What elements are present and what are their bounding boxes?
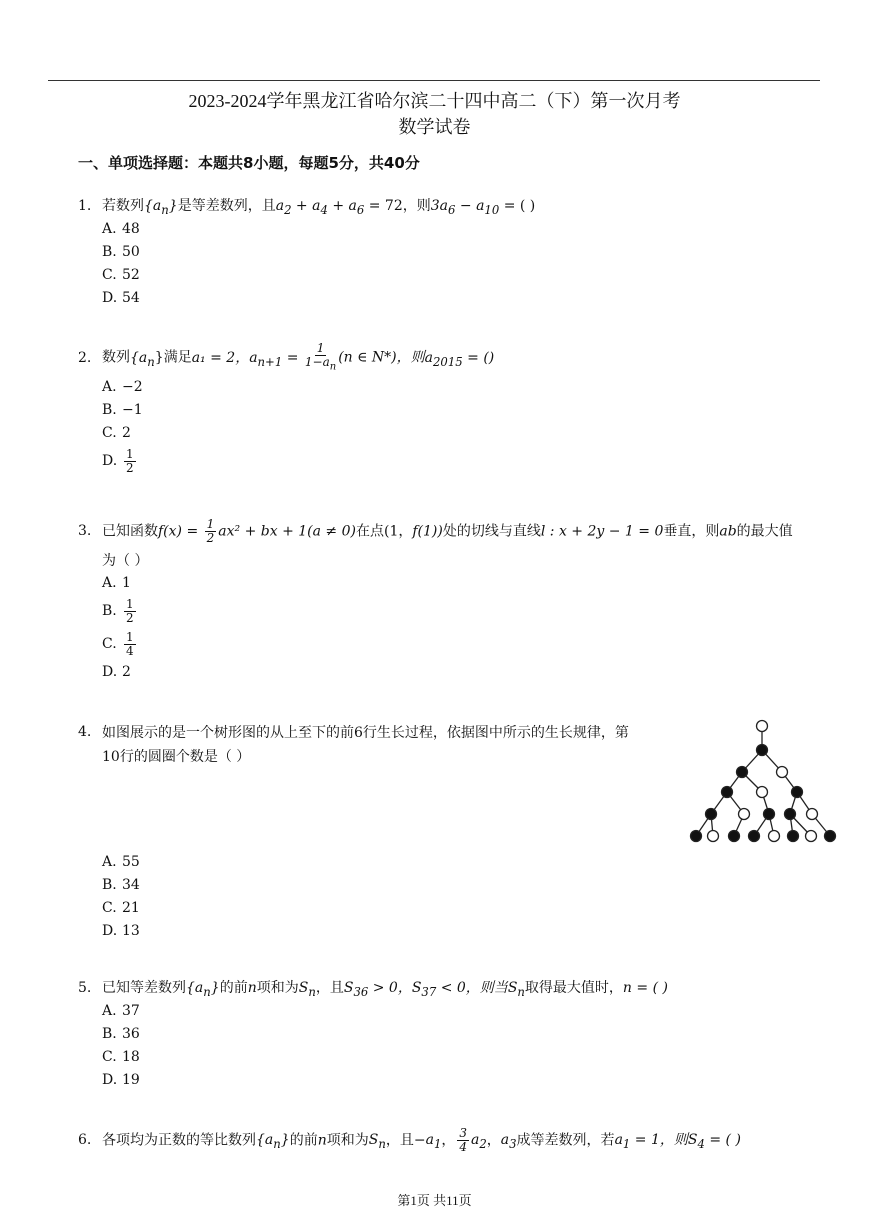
tree-node [806,831,817,842]
question-4-options [78,851,848,943]
option-b[interactable]: B. $\frac{1}{2}$ [102,596,134,625]
question-stem: 已知等差数列$\{a_n\}$的前n项和为$S_n$，且$S_{36} > 0$，$S_{37} < 0$，则当$S_n$取得最大值时，n = ( ) [102,980,668,999]
option-c[interactable]: C. 2 [102,425,131,441]
header-rule [48,80,820,81]
option-d[interactable]: D. 13 [102,923,140,939]
option-list [102,572,848,684]
option-a[interactable]: A. −2 [102,379,143,395]
question-2 [78,340,848,477]
question-5 [78,976,848,1092]
question-number: 5. [78,980,92,996]
option-d[interactable]: D. 54 [102,290,140,306]
tree-node [691,831,702,842]
question-stem-continued: 10行的圆圈个数是（ ） [102,749,251,765]
question-number: 2. [78,350,92,366]
option-c[interactable]: C. $\frac{1}{4}$ [102,629,134,658]
option-a[interactable]: A. 48 [102,221,140,237]
tree-node [764,809,775,820]
question-3 [78,514,848,684]
page-footer: 第1页 共11页 [397,1193,472,1208]
option-b[interactable]: B. 36 [102,1026,140,1042]
tree-node [706,809,717,820]
tree-node [792,787,803,798]
option-d[interactable]: D. 19 [102,1072,140,1088]
title-line-1: 2023-2024学年黑龙江省哈尔滨二十四中高二（下）第一次月考 [188,91,681,111]
question-6 [78,1122,848,1158]
question-number: 1. [78,198,92,214]
question-stem: 数列$\{a_n\}$满足a₁ = 2，$a_{n+1}$ = $\frac{1}{1-a_n}$ (n ∈ N*)，则$a_{2015}$ = () [102,341,495,373]
option-a[interactable]: A. 55 [102,854,140,870]
option-c[interactable]: C. 21 [102,900,140,916]
title-line-2: 数学试卷 [398,117,471,137]
option-list [102,851,848,943]
question-number: 4. [78,724,92,740]
tree-node [757,745,768,756]
tree-diagram [686,716,840,846]
question-stem: 各项均为正数的等比数列$\{a_n\}$的前n项和为$S_n$，且$-a_1$， $\frac{3}{4}$ $a_2$，$a_3$成等差数列，若$a_1 = 1$，则$S_4$ = ( ) [102,1125,741,1154]
tree-node [729,831,740,842]
tree-node [769,831,780,842]
section-heading: 一、单项选择题：本题共8小题，每题5分，共40分 [78,154,420,172]
tree-node [757,787,768,798]
tree-node [739,809,750,820]
option-list [102,376,848,477]
option-list [102,218,848,310]
option-d[interactable]: D. 2 [102,664,131,680]
option-list [102,1000,848,1092]
option-a[interactable]: A. 1 [102,575,131,591]
tree-node [807,809,818,820]
option-c[interactable]: C. 18 [102,1049,140,1065]
question-number: 6. [78,1132,92,1148]
option-b[interactable]: B. 34 [102,877,140,893]
question-stem: 若数列$\{a_n\}$是等差数列，且$a_2 + a_4 + a_6 = 72$，则$3a_6 - a_{10}$ = ( ) [102,198,536,217]
question-stem-continued: 为（ ） [102,553,149,569]
fraction: $\frac{1}{1-a_n}$ [304,341,337,373]
option-a[interactable]: A. 37 [102,1003,140,1019]
tree-node [737,767,748,778]
fraction: $\frac{3}{4}$ [459,1125,467,1154]
tree-node [757,721,768,732]
tree-node [749,831,760,842]
option-c[interactable]: C. 52 [102,267,140,283]
question-4 [78,720,678,768]
tree-node [825,831,836,842]
option-d[interactable]: D. $\frac{1}{2}$ [102,446,134,475]
exam-title [0,88,869,140]
tree-node [785,809,796,820]
question-1 [78,194,848,310]
tree-node [777,767,788,778]
question-stem: 已知函数f(x) = $\frac{1}{2}$ ax² + bx + 1(a ≠ 0)在点(1，f(1))处的切线与直线l : x + 2y − 1 = 0垂直，则ab的最大值 [102,516,793,545]
fraction: $\frac{1}{2}$ [206,516,215,545]
tree-node [708,831,719,842]
question-stem: 如图展示的是一个树形图的从上至下的前6行生长过程，依据图中所示的生长规律，第 [102,725,629,741]
option-b[interactable]: B. −1 [102,402,143,418]
tree-node [722,787,733,798]
question-number: 3. [78,523,92,539]
tree-node [788,831,799,842]
option-b[interactable]: B. 50 [102,244,140,260]
